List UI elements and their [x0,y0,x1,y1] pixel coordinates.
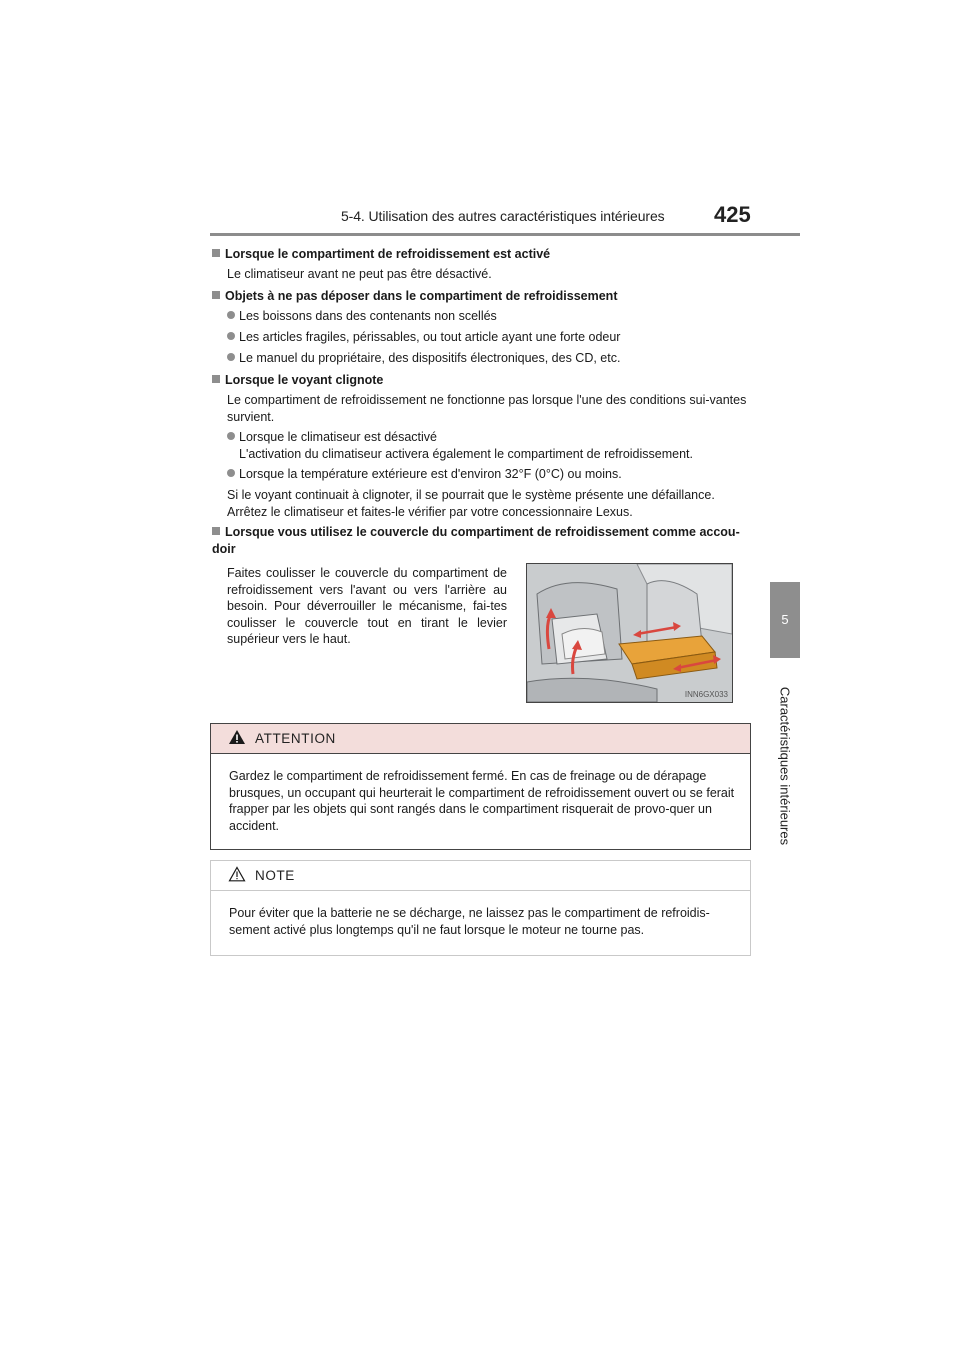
heading-text: Lorsque le compartiment de refroidissement est activé [225,247,551,261]
chapter-label [770,668,800,864]
list-item-subtext: L'activation du climatiseur activera également le compartiment de refroidissement. [239,446,693,461]
header-divider [210,233,800,236]
note-text: Pour éviter que la batterie ne se décharge, ne laissez pas le compartiment de refroidis-sement activé plus longtemps qu'il ne faut lorsque le moteur ne tourne pas. [229,906,710,937]
square-bullet-icon [212,375,220,383]
list-item-text: Les boissons dans des contenants non scellés [239,309,497,323]
page-number: 425 [714,202,751,227]
section-heading [212,246,550,263]
attention-title: ATTENTION [255,731,336,746]
section-heading [212,524,752,557]
square-bullet-icon [212,249,220,257]
illustration-armrest [526,563,733,703]
list-item [227,350,752,367]
list-item [227,308,752,325]
round-bullet-icon [227,311,235,319]
chapter-label-text: Caractéristiques intérieures [777,686,793,846]
note-header [211,861,750,891]
heading-text: Lorsque le voyant clignote [225,373,384,387]
section-heading [212,288,617,305]
round-bullet-icon [227,432,235,440]
list-item-text: Les articles fragiles, périssables, ou tout article ayant une forte odeur [239,330,621,344]
section-title: 5-4. Utilisation des autres caractéristiques intérieures [341,208,665,224]
list-item-text: Le manuel du propriétaire, des dispositifs électroniques, des CD, etc. [239,351,621,365]
round-bullet-icon [227,332,235,340]
list-item [227,329,752,346]
attention-box [210,723,751,850]
paragraph: Le compartiment de refroidissement ne fonctionne pas lorsque l'une des conditions sui-vantes survient. [227,393,747,424]
list-item [227,429,752,462]
section-heading [212,372,383,389]
paragraph: Le climatiseur avant ne peut pas être désactivé. [227,267,492,281]
caution-outline-icon [228,866,246,882]
list-item-text: Lorsque la température extérieure est d'environ 32°F (0°C) ou moins. [239,467,622,481]
paragraph: Faites coulisser le couvercle du compartiment de refroidissement vers l'avant ou vers l'arrière au besoin. Pour déverrouiller le mécanisme, fai-tes coulisser le couvercle tout en tirant le levier supérieur vers le haut. [227,566,507,646]
attention-header [211,724,750,754]
round-bullet-icon [227,469,235,477]
paragraph: Si le voyant continuait à clignoter, il se pourrait que le système présente une défaillance. Arrêtez le climatiseur et faites-le vérifier par votre concessionnaire Lexus. [227,488,715,519]
round-bullet-icon [227,353,235,361]
armrest-illustration [527,564,732,702]
heading-text: Objets à ne pas déposer dans le compartiment de refroidissement [225,289,618,303]
note-title: NOTE [255,868,295,883]
square-bullet-icon [212,291,220,299]
heading-text: Lorsque vous utilisez le couvercle du compartiment de refroidissement comme accou-doir [212,525,740,556]
square-bullet-icon [212,527,220,535]
list-item [227,466,752,483]
note-box [210,860,751,956]
list-item-text: Lorsque le climatiseur est désactivé [239,430,438,444]
chapter-tab[interactable]: 5 [770,582,800,658]
attention-text: Gardez le compartiment de refroidissement fermé. En cas de freinage ou de dérapage brusques, un occupant qui heurterait le compartiment de refroidissement ouvert ou se ferait frapper par les objets qui sont rangés dans le compartiment risquerait de provo-quer un accident. [229,769,735,833]
warning-icon [228,729,246,745]
figure-code: INN6GX033 [684,690,728,699]
